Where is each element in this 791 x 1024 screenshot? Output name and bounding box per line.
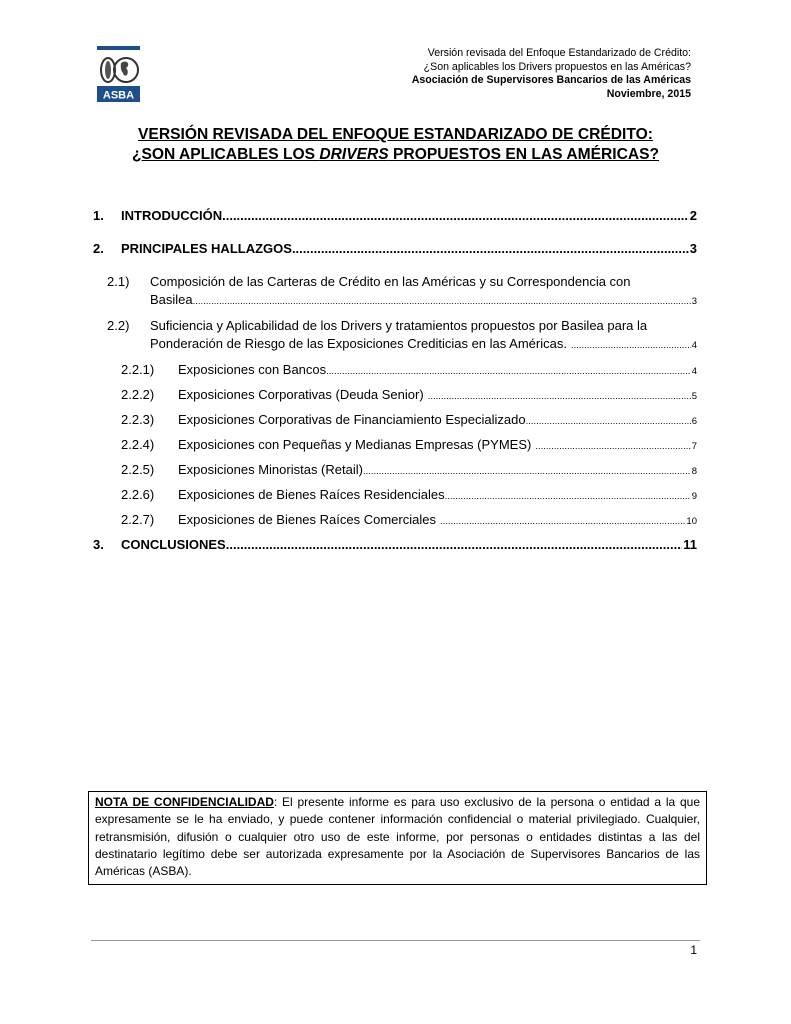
header-line-1: Versión revisada del Enfoque Estandarizado de Crédito: (427, 47, 691, 59)
toc-text: CONCLUSIONES (121, 537, 226, 552)
toc-page: 11 (683, 537, 697, 552)
toc-page: 7 (691, 441, 697, 452)
toc-entry-conclusiones[interactable] (121, 537, 697, 552)
confidentiality-body: : El presente informe es para uso exclusivo de la persona o entidad a la que expresamente se le ha enviado, y puede contener información confidencial o material privilegiado. Cualquier, retransmisión, difusión o cualquier otro uso de este informe, por personas o entidades distintas a las del destinatario legítimo debe ser autorizada expresamente por la Asociación de Supervisores Bancarios de las Américas (ASBA). (95, 795, 700, 879)
toc-num-1: 1. (93, 208, 104, 223)
toc-leader (193, 296, 691, 307)
title-line-2-post: PROPUESTOS EN LAS AMÉRICAS? (388, 146, 660, 163)
toc-entry-2-1[interactable] (150, 292, 697, 307)
toc-leader (436, 516, 685, 527)
toc-page: 8 (691, 466, 697, 477)
title-line-2-pre: ¿SON APLICABLES LOS (131, 146, 320, 163)
toc-entry-introduccion[interactable] (121, 208, 697, 223)
toc-num-2-2-1: 2.2.1) (121, 362, 155, 377)
toc-entry-2-2[interactable] (150, 336, 697, 351)
toc-num-2-1: 2.1) (107, 274, 130, 289)
title-line-2-em: DRIVERS (319, 146, 389, 163)
toc-leader (526, 416, 691, 427)
toc-leader (567, 340, 691, 351)
toc-page: 9 (691, 491, 697, 502)
toc-page: 2 (689, 208, 697, 223)
toc-leader (531, 441, 690, 452)
toc-text: INTRODUCCIÓN (121, 208, 223, 223)
page-number: 1 (690, 943, 697, 957)
toc-num-2-2-2: 2.2.2) (121, 387, 155, 402)
toc-text-2-1-a[interactable]: Composición de las Carteras de Crédito en las Américas y su Correspondencia con (150, 274, 631, 289)
footer-divider (91, 940, 700, 941)
toc-leader (445, 491, 691, 502)
page-header (412, 47, 691, 101)
toc-entry-2-2-3[interactable] (178, 412, 697, 427)
toc-text: Basilea (150, 292, 193, 307)
toc-entry-principales-hallazgos[interactable] (121, 241, 697, 256)
header-line-2: ¿Son aplicables los Drivers propuestos en las Américas? (423, 60, 691, 73)
logo-text: ASBA (102, 89, 135, 102)
toc-entry-2-2-4[interactable] (178, 437, 697, 452)
toc-num-2-2-3: 2.2.3) (121, 412, 155, 427)
title-line-2 (93, 145, 698, 165)
toc-text: Exposiciones Corporativas (Deuda Senior) (178, 387, 424, 402)
toc-text: Exposiciones de Bienes Raíces Comerciales (178, 512, 436, 527)
toc-page: 3 (691, 296, 697, 307)
confidentiality-label: NOTA DE CONFIDENCIALIDAD (95, 795, 274, 809)
toc-leader (292, 241, 689, 256)
toc-text-2-2-a[interactable]: Suficiencia y Aplicabilidad de los Drivers y tratamientos propuestos por Basilea para la (150, 318, 648, 333)
header-line-3: Asociación de Supervisores Bancarios de las Américas (411, 74, 691, 87)
toc-page: 5 (691, 391, 697, 402)
toc-num-2-2: 2.2) (107, 318, 130, 333)
toc-page: 6 (691, 416, 697, 427)
toc-text: Exposiciones Corporativas de Financiamiento Especializado (178, 412, 526, 427)
toc-leader (424, 391, 691, 402)
toc-num-2-2-4: 2.2.4) (121, 437, 155, 452)
toc-leader (326, 366, 691, 377)
document-title (93, 125, 698, 165)
toc-entry-2-2-7[interactable] (178, 512, 697, 527)
toc-leader (363, 466, 691, 477)
toc-text: PRINCIPALES HALLAZGOS (121, 241, 292, 256)
toc-num-3: 3. (93, 537, 104, 552)
title-line-1: VERSIÓN REVISADA DEL ENFOQUE ESTANDARIZADO DE CRÉDITO: (138, 126, 653, 143)
toc-text: Exposiciones Minoristas (Retail) (178, 462, 363, 477)
confidentiality-note (88, 791, 707, 885)
toc-num-2: 2. (93, 241, 104, 256)
asba-logo (97, 46, 140, 102)
header-line-4: Noviembre, 2015 (606, 87, 691, 100)
toc-entry-2-2-5[interactable] (178, 462, 697, 477)
toc-page: 10 (686, 516, 697, 527)
toc-num-2-2-6: 2.2.6) (121, 487, 155, 502)
toc-page: 4 (691, 366, 697, 377)
toc-entry-2-2-6[interactable] (178, 487, 697, 502)
toc-leader (226, 537, 683, 552)
toc-num-2-2-7: 2.2.7) (121, 512, 155, 527)
toc-text: Exposiciones con Bancos (178, 362, 327, 377)
toc-page: 4 (691, 340, 697, 351)
toc-entry-2-2-2[interactable] (178, 387, 697, 402)
toc-text: Exposiciones de Bienes Raíces Residenciales (178, 487, 445, 502)
toc-leader (222, 208, 689, 223)
toc-text: Exposiciones con Pequeñas y Medianas Empresas (PYMES) (178, 437, 532, 452)
toc-text: Ponderación de Riesgo de las Exposiciones Crediticias en las Américas. (150, 336, 567, 351)
toc-page: 3 (689, 241, 697, 256)
toc-entry-2-2-1[interactable] (178, 362, 697, 377)
toc-num-2-2-5: 2.2.5) (121, 462, 155, 477)
